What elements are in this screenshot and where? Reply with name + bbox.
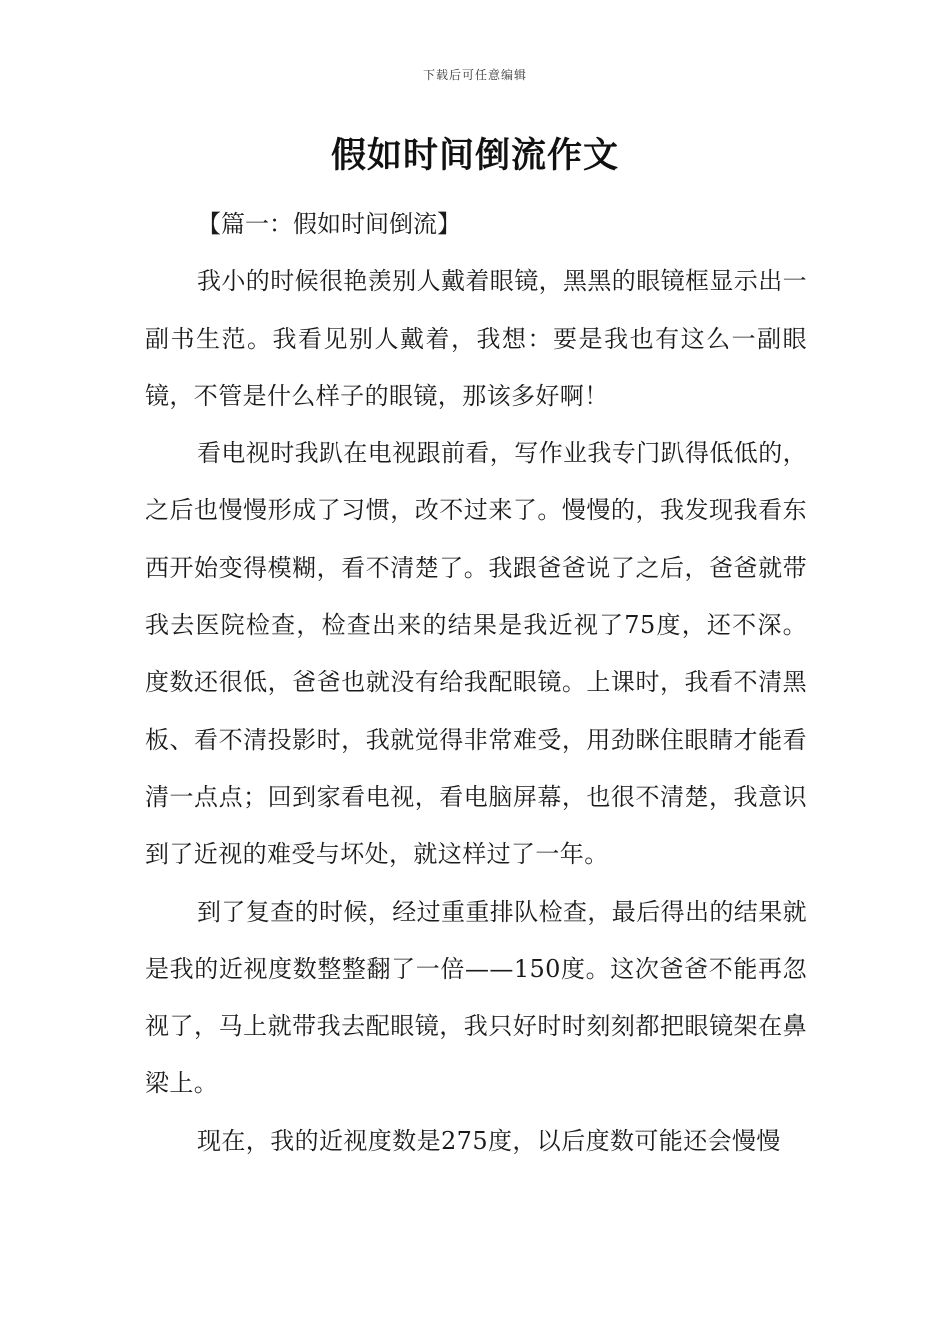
article-body (145, 196, 807, 1170)
header-note: 下载后可任意编辑 (422, 68, 527, 82)
paragraph-1: 我小的时候很艳羡别人戴着眼镜，黑黑的眼镜框显示出一副书生范。我看见别人戴着，我想：要是我也有这么一副眼镜，不管是什么样子的眼镜，那该多好啊！ (145, 267, 807, 410)
paragraph-3: 到了复查的时候，经过重重排队检查，最后得出的结果就是我的近视度数整整翻了一倍——150度。这次爸爸不能再忽视了，马上就带我去配眼镜，我只好时时刻刻都把眼镜架在鼻梁上。 (145, 897, 807, 1098)
paragraph-4: 现在，我的近视度数是275度，以后度数可能还会慢慢 (197, 1126, 781, 1155)
paragraph-2: 看电视时我趴在电视跟前看，写作业我专门趴得低低的，之后也慢慢形成了习惯，改不过来了。慢慢的，我发现我看东西开始变得模糊，看不清楚了。我跟爸爸说了之后，爸爸就带我去医院检查，检查出来的结果是我近视了75度，还不深。度数还很低，爸爸也就没有给我配眼镜。上课时，我看不清黑板、看不清投影时，我就觉得非常难受，用劲眯住眼睛才能看清一点点；回到家看电视，看电脑屏幕，也很不清楚，我意识到了近视的难受与坏处，就这样过了一年。 (145, 439, 807, 869)
section-heading: 【篇一：假如时间倒流】 (197, 210, 461, 238)
page-title: 假如时间倒流作文 (330, 136, 619, 176)
